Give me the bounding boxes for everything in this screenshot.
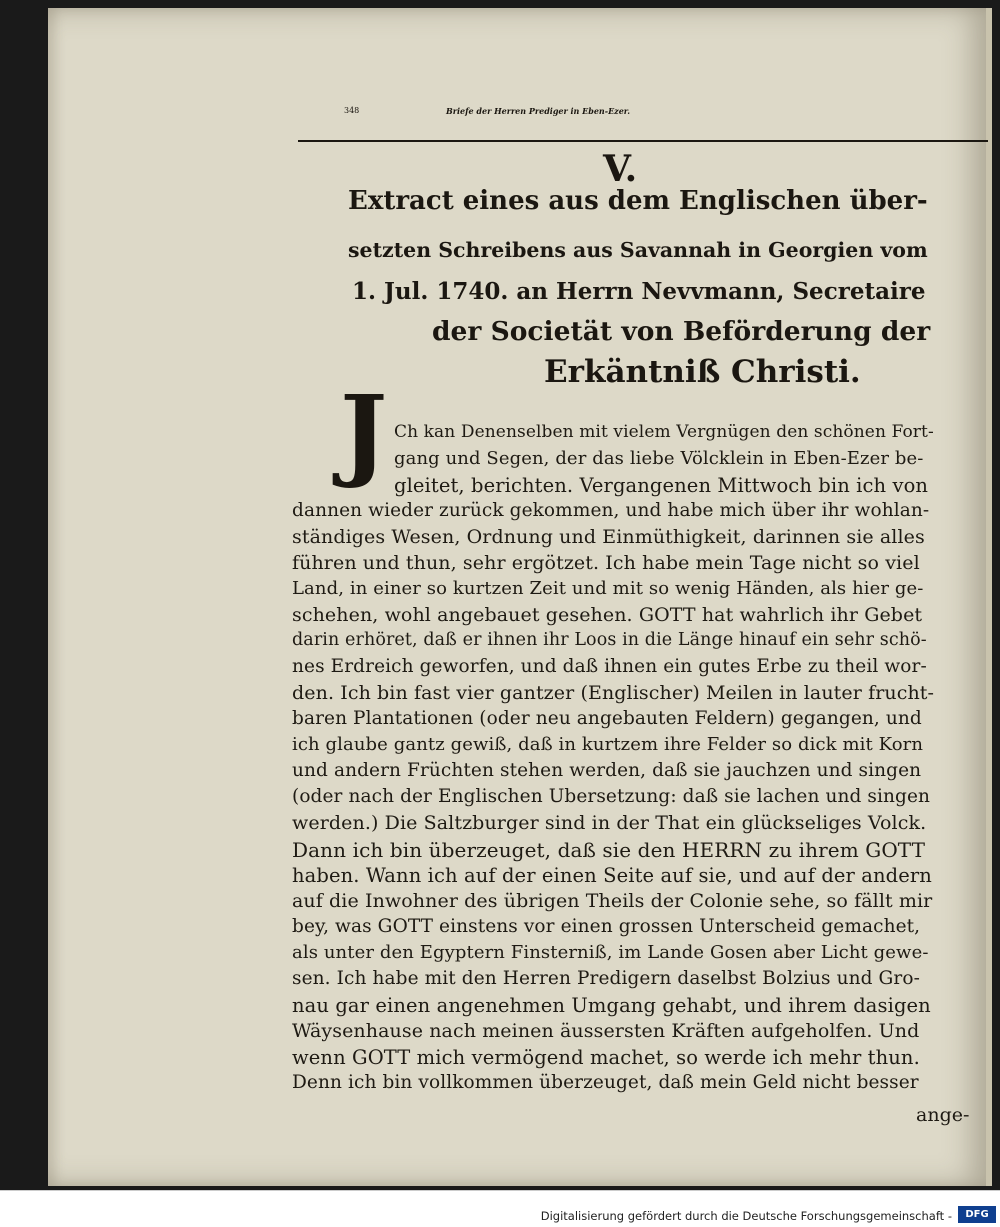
funding-credit: Digitalisierung gefördert durch die Deutsche Forschungsgemeinschaft - <box>540 1209 952 1223</box>
section-title-line: 1. Jul. 1740. an Herrn Nevvmann, Secretaire <box>352 278 926 305</box>
body-line: baren Plantationen (oder neu angebauten Feldern) gegangen, und <box>292 708 922 729</box>
body-line: werden.) Die Saltzburger sind in der That ein glückseliges Volck. <box>292 812 927 834</box>
running-head <box>298 104 988 142</box>
body-line: ständiges Wesen, Ordnung und Einmüthigkeit, darinnen sie alles <box>292 526 925 548</box>
body-line: Wäysenhause nach meinen äussersten Kräften aufgeholfen. Und <box>292 1020 920 1042</box>
section-number: V. <box>603 148 638 190</box>
drop-cap: J <box>340 373 388 491</box>
body-line: wenn GOTT mich vermögend machet, so werde ich mehr thun. <box>292 1046 920 1069</box>
section-title-line: Erkäntniß Christi. <box>544 354 861 390</box>
body-line: ich glaube gantz gewiß, daß in kurtzem ihre Felder so dick mit Korn <box>292 734 924 755</box>
body-line: Dann ich bin überzeuget, daß sie den HERRN zu ihrem GOTT <box>292 838 926 862</box>
running-title: Briefe der Herren Prediger in Eben-Ezer. <box>446 106 631 116</box>
scanned-page <box>48 8 992 1186</box>
dfg-logo: DFG <box>958 1206 996 1223</box>
body-line: Land, in einer so kurtzen Zeit und mit so wenig Händen, als hier ge- <box>292 578 924 599</box>
catchword: ange- <box>916 1104 970 1126</box>
body-line: schehen, wohl angebauet gesehen. GOTT hat wahrlich ihr Gebet <box>292 604 923 626</box>
body-line: nes Erdreich geworfen, und daß ihnen ein gutes Erbe zu theil wor- <box>292 656 927 677</box>
body-line: gang und Segen, der das liebe Völcklein in Eben-Ezer be- <box>394 448 924 469</box>
body-line: den. Ich bin fast vier gantzer (Englischer) Meilen in lauter frucht- <box>292 682 935 704</box>
body-line: auf die Inwohner des übrigen Theils der Colonie sehe, so fällt mir <box>292 890 933 912</box>
body-line: haben. Wann ich auf der einen Seite auf sie, und auf der andern <box>292 864 932 887</box>
body-line: führen und thun, sehr ergötzet. Ich habe mein Tage nicht so viel <box>292 552 920 574</box>
body-line: Ch kan Denenselben mit vielem Vergnügen den schönen Fort- <box>394 422 934 442</box>
body-line: (oder nach der Englischen Ubersetzung: daß sie lachen und singen <box>292 786 931 807</box>
body-line: bey, was GOTT einstens vor einen grossen Unterscheid gemachet, <box>292 916 921 937</box>
section-title-line: der Societät von Beförderung der <box>432 316 931 347</box>
body-line: als unter den Egyptern Finsterniß, im Lande Gosen aber Licht gewe- <box>292 942 929 963</box>
body-line: Denn ich bin vollkommen überzeuget, daß mein Geld nicht besser <box>292 1072 919 1093</box>
body-line: und andern Früchten stehen werden, daß sie jauchzen und singen <box>292 760 922 781</box>
section-title-line: setzten Schreibens aus Savannah in Georgien vom <box>348 238 928 262</box>
footer-bar <box>0 1190 1000 1227</box>
body-line: sen. Ich habe mit den Herren Predigern daselbst Bolzius und Gro- <box>292 968 920 989</box>
body-line: gleitet, berichten. Vergangenen Mittwoch bin ich von <box>394 474 929 497</box>
body-line: dannen wieder zurück gekommen, und habe mich über ihr wohlan- <box>292 500 930 521</box>
body-line: nau gar einen angenehmen Umgang gehabt, und ihrem dasigen <box>292 994 931 1017</box>
page-number: 348 <box>344 106 360 115</box>
body-line: darin erhöret, daß er ihnen ihr Loos in die Länge hinauf ein sehr schö- <box>292 630 927 650</box>
section-title-line: Extract eines aus dem Englischen über- <box>348 186 928 216</box>
